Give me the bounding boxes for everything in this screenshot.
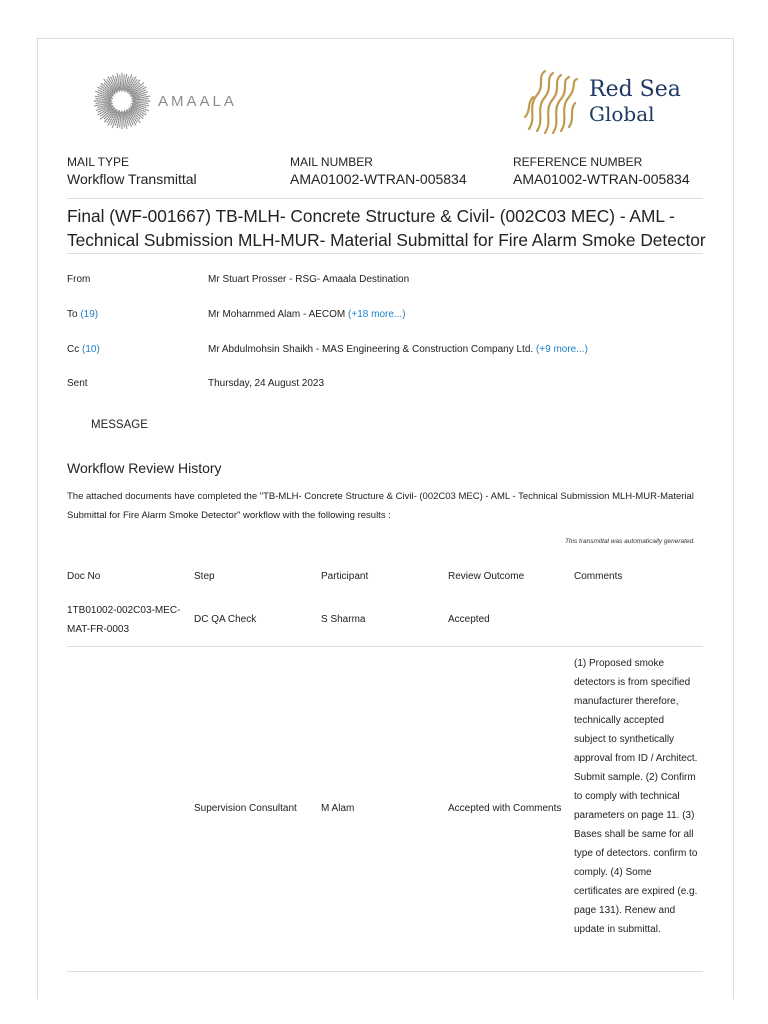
- to-label-group: [67, 309, 98, 320]
- outcome-cell: Accepted with Comments: [448, 803, 562, 814]
- red-sea-global-logo-text: Red Sea Global: [589, 77, 681, 126]
- mail-number-label: MAIL NUMBER: [290, 155, 373, 169]
- mail-number-value: AMA01002-WTRAN-005834: [290, 171, 467, 187]
- cc-label-group: [67, 344, 100, 355]
- mail-type-label: MAIL TYPE: [67, 155, 130, 169]
- cc-more-link[interactable]: (+9 more...): [535, 344, 588, 355]
- cc-value-group: [208, 344, 588, 355]
- doc-no-cell: 1TB01002-002C03-MEC-MAT-FR-0003: [67, 605, 181, 635]
- reference-number-block: [513, 155, 690, 187]
- outcome-cell: Accepted: [448, 614, 490, 625]
- divider: [67, 253, 703, 254]
- column-header-participant: Participant: [321, 571, 369, 582]
- to-label: To: [67, 309, 78, 320]
- red-sea-waves-icon: [523, 67, 583, 137]
- divider: [67, 198, 703, 199]
- to-count-link[interactable]: (19): [80, 309, 99, 320]
- comments-cell: (1) Proposed smoke detectors is from specified manufacturer therefore, technically accepted subject to synthetically approval from ID / Architect. Submit sample. (2) Confirm to comply with technical parameters on page 11. (3) Bases shall be same for all type of detectors. confirm to comply. (4) Some certificates are expired (e.g. page 131). Renew and update in submittal.: [574, 658, 698, 935]
- step-cell: Supervision Consultant: [194, 803, 297, 814]
- participant-cell: S Sharma: [321, 614, 366, 625]
- to-value: Mr Mohammed Alam - AECOM: [208, 309, 346, 320]
- to-more-link[interactable]: (+18 more...): [348, 309, 406, 320]
- cc-value: Mr Abdulmohsin Shaikh - MAS Engineering & Construction Company Ltd.: [208, 344, 534, 355]
- row-divider: [67, 646, 703, 647]
- sent-value: Thursday, 24 August 2023: [208, 378, 325, 389]
- red-sea-global-logo: [523, 67, 681, 137]
- mail-type-value: Workflow Transmittal: [67, 171, 197, 187]
- auto-generated-note: This transmittal was automatically generated.: [564, 538, 695, 545]
- participant-cell: M Alam: [321, 803, 355, 814]
- amaala-logo: [90, 69, 237, 133]
- transmittal-card: [37, 38, 734, 999]
- column-header-step: Step: [194, 571, 215, 582]
- row-divider: [67, 971, 703, 972]
- workflow-review-history-title: Workflow Review History: [67, 460, 222, 476]
- column-header-review-outcome: Review Outcome: [448, 571, 525, 582]
- from-label: From: [67, 274, 91, 285]
- step-cell: DC QA Check: [194, 614, 257, 625]
- amaala-logo-text: AMAALA: [158, 92, 237, 110]
- workflow-intro-text: The attached documents have completed the "TB-MLH- Concrete Structure & Civil- (002C03 MEC) - AML - Technical Submission MLH-MUR-Material Submittal for Fire Alarm Smoke Detector" workflow with the following results :: [67, 491, 694, 521]
- column-header-comments: Comments: [574, 571, 623, 582]
- sent-label: Sent: [67, 378, 88, 389]
- message-heading: MESSAGE: [91, 419, 148, 431]
- column-header-doc-no: Doc No: [67, 571, 101, 582]
- mail-type-block: [67, 155, 197, 187]
- mail-subject: Final (WF-001667) TB-MLH- Concrete Structure & Civil- (002C03 MEC) - AML - Technical Submission MLH-MUR- Material Submittal for Fire Alarm Smoke Detector: [67, 206, 706, 250]
- mail-number-block: [290, 155, 467, 187]
- cc-label: Cc: [67, 344, 80, 355]
- reference-number-label: REFERENCE NUMBER: [513, 155, 643, 169]
- cc-count-link[interactable]: (10): [82, 344, 100, 355]
- reference-number-value: AMA01002-WTRAN-005834: [513, 171, 690, 187]
- to-value-group: [208, 309, 406, 320]
- from-value: Mr Stuart Prosser - RSG- Amaala Destination: [208, 274, 410, 285]
- amaala-sunburst-icon: [90, 69, 154, 133]
- logo-bar: [38, 39, 733, 149]
